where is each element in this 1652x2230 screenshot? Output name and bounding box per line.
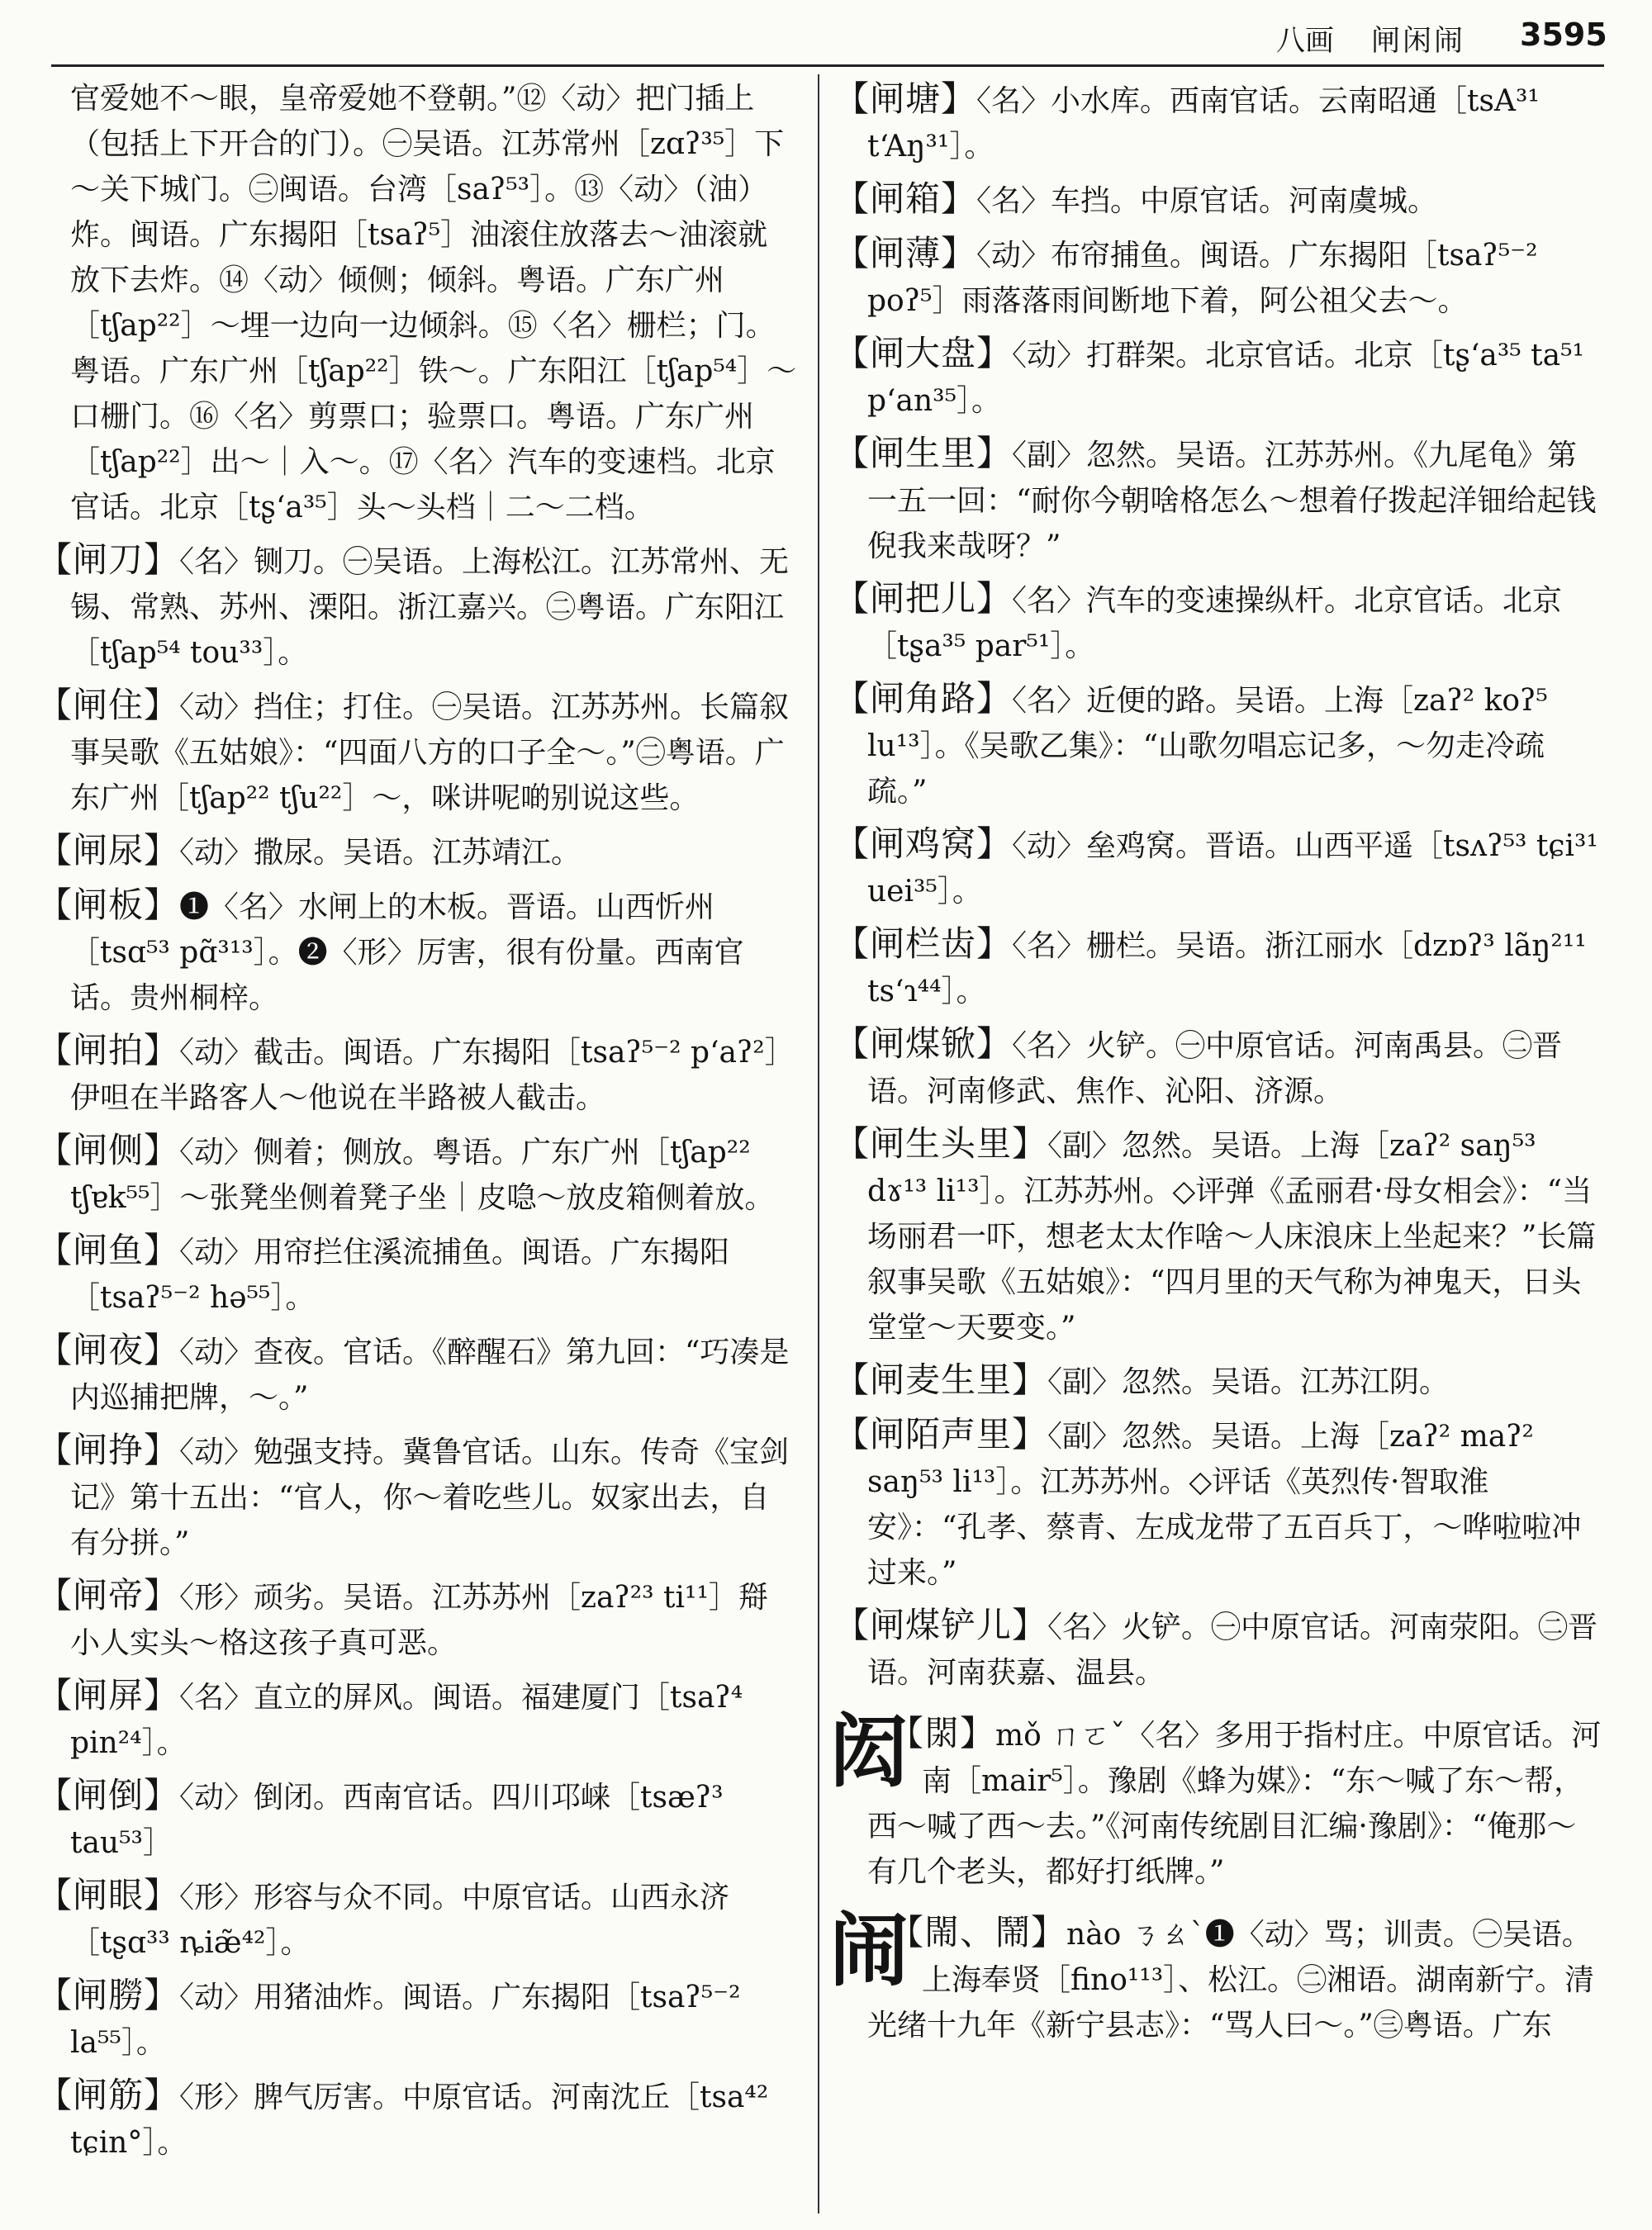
dictionary-entry [37, 1872, 797, 1966]
entry-definition: 〈名〉直立的屏风。闽语。福建厦门［tsaʔ⁴ pin²⁴］。 [70, 1681, 743, 1760]
entry-headword: 【闸鱼】 [37, 1230, 180, 1270]
dictionary-entry [37, 1127, 797, 1221]
left-column [37, 76, 797, 2172]
main-character: 闳 [829, 1706, 909, 1798]
entry-definition: mǒ ㄇㄛˇ〈名〉多用于指村庄。中原官话。河南［mair⁵］。豫剧《蜂为媒》：“东～喊了东～帮，西～喊了西～去。”《河南传统剧目汇编·豫剧》：“俺那～有几个老头，都好打纸牌。” [867, 1719, 1602, 1889]
dictionary-entry [834, 1357, 1602, 1405]
dictionary-entry [834, 1121, 1602, 1350]
dictionary-entry [37, 1427, 797, 1566]
entry-definition: 〈名〉铡刀。㊀吴语。上海松江。江苏常州、无锡、常熟、苏州、溧阳。浙江嘉兴。㊁粤语。广东阳江［tʃap⁵⁴ tou³³］。 [70, 545, 790, 670]
entry-definition: 〈动〉布帘捕鱼。闽语。广东揭阳［tsaʔ⁵⁻² poʔ⁵］雨落落雨间断地下着，阿公祖父去～。 [867, 239, 1538, 318]
dictionary-entry [37, 1327, 797, 1421]
entry-headword: 【闸陌声里】 [834, 1414, 1048, 1454]
header-rule [51, 64, 1604, 67]
entry-headword: 【闸薄】 [834, 233, 977, 273]
entry-headword: 【闸倒】 [37, 1775, 180, 1815]
dictionary-entry [834, 76, 1602, 169]
entry-headword: 【闸板】 [37, 885, 180, 925]
dictionary-entry [37, 1027, 797, 1121]
dictionary-entry [37, 1573, 797, 1666]
dictionary-entry [834, 1602, 1602, 1696]
entry-definition: 〈形〉顽劣。吴语。江苏苏州［zaʔ²³ ti¹¹］搿小人实头～格这孩子真可恶。 [70, 1581, 768, 1660]
entry-continuation: 官爱她不～眼，皇帝爱她不登朝。”⑫〈动〉把门插上（包括上下开合的门）。㊀吴语。江苏常州［zɑʔ³⁵］下～关下城门。㊁闽语。台湾［saʔ⁵³］。⑬〈动〉（油）炸。闽语。广东揭阳［tsaʔ⁵］油滚住放落去～油滚就放下去炸。⑭〈动〉倾侧；倾斜。粤语。广东广州［tʃap²²］～埋一边向一边倾斜。⑮〈名〉栅栏；门。粤语。广东广州［tʃap²²］铁～。广东阳江［tʃap⁵⁴］～口栅门。⑯〈名〉剪票口；验票口。粤语。广东广州［tʃap²²］出～｜入～。⑰〈名〉汽车的变速档。北京官话。北京［tʂ‘a³⁵］头～头档｜二～二档。 [70, 82, 797, 524]
entry-headword: 【闸煤锨】 [834, 1023, 1013, 1064]
entry-definition: 〈名〉小水库。西南官话。云南昭通［tsA³¹ t‘Aŋ³¹］。 [867, 84, 1540, 164]
entry-definition: 〈动〉撒尿。吴语。江苏靖江。 [179, 836, 582, 870]
right-column [829, 76, 1602, 2055]
entry-definition: 〈副〉忽然。吴语。江苏苏州。《九尾龟》第一五一回：“耐你今朝啥格怎么～想着仔拨起洋钿给起钱倪我来哉呀？” [867, 439, 1597, 563]
entry-headword: 【闸角路】 [834, 678, 1013, 719]
entry-definition: 〈动〉用帘拦住溪流捕鱼。闽语。广东揭阳［tsaʔ⁵⁻² hə⁵⁵］。 [70, 1236, 730, 1315]
entry-headword: 【闸刀】 [37, 539, 180, 580]
entry-definition: 〈动〉截击。闽语。广东揭阳［tsaʔ⁵⁻² p‘aʔ²］伊呾在半路客人～他说在半路被人截击。 [70, 1036, 795, 1115]
entry-definition: 〈动〉侧着；侧放。粤语。广东广州［tʃap²² tʃɐk⁵⁵］～张凳坐侧着凳子坐｜皮喼～放皮箱侧着放。 [70, 1136, 775, 1215]
entry-headword: 【闸箱】 [834, 178, 977, 219]
dictionary-entry [834, 330, 1602, 424]
entry-headword: 【閙、鬧】 [889, 1912, 1067, 1952]
entry-headword: 【闸筋】 [37, 2075, 180, 2115]
dictionary-entry [37, 537, 797, 676]
dictionary-entry [834, 921, 1602, 1014]
dictionary-entry [37, 1227, 797, 1321]
entry-headword: 【閖】 [889, 1713, 996, 1753]
entry-definition: 〈动〉垒鸡窝。晋语。山西平遥［tsʌʔ⁵³ tɕi³¹ uei³⁵］。 [867, 829, 1598, 909]
main-character: 闹 [829, 1905, 909, 1997]
entry-headword: 【闸挣】 [37, 1430, 180, 1470]
header-characters: 闸闲闹 [1371, 25, 1466, 58]
entry-headword: 【闸尿】 [37, 830, 180, 871]
dictionary-entry [37, 1772, 797, 1866]
entry-definition: 〈动〉用猪油炸。闽语。广东揭阳［tsaʔ⁵⁻² la⁵⁵］。 [70, 1981, 741, 2060]
entry-headword: 【闸拍】 [37, 1030, 180, 1070]
dictionary-entry [834, 176, 1602, 224]
entry-headword: 【闸帝】 [37, 1575, 180, 1616]
entry-headword: 【闸鸡窝】 [834, 823, 1013, 864]
entry-definition: 〈名〉火铲。㊀中原官话。河南荥阳。㊁晋语。河南获嘉、温县。 [867, 1611, 1598, 1690]
dictionary-entry [834, 1412, 1602, 1596]
dictionary-entry [37, 1972, 797, 2066]
entry-headword: 【闸住】 [37, 685, 180, 725]
entry-definition: 〈动〉打群架。北京官话。北京［tʂ‘a³⁵ ta⁵¹ p‘an³⁵］。 [867, 339, 1584, 418]
entry-definition: 〈名〉汽车的变速操纵杆。北京官话。北京［tʂa³⁵ par⁵¹］。 [867, 584, 1563, 663]
entry-headword: 【闸夜】 [37, 1330, 180, 1370]
dictionary-entry [834, 821, 1602, 914]
entry-definition: 〈名〉近便的路。吴语。上海［zaʔ² koʔ⁵ lu¹³］。《吴歌乙集》：“山歌勿唱忘记多，～勿走冷疏疏。” [867, 684, 1548, 809]
entry-headword: 【闸生里】 [834, 433, 1013, 473]
entry-definition: 〈名〉火铲。㊀中原官话。河南禹县。㊁晋语。河南修武、焦作、沁阳、济源。 [867, 1029, 1563, 1108]
entry-definition: 〈动〉倒闭。西南官话。四川邛崃［tsæʔ³ tau⁵³］ [70, 1781, 724, 1860]
entry-definition: 〈名〉栅栏。吴语。浙江丽水［dzɒʔ³ lãŋ²¹¹ ts‘ɿ⁴⁴］。 [867, 929, 1587, 1008]
entry-headword: 【闸塘】 [834, 78, 977, 119]
entry-headword: 【闸煤铲儿】 [834, 1605, 1048, 1645]
dictionary-entry [37, 682, 797, 821]
dictionary-entry [37, 1672, 797, 1766]
entry-definition: 〈形〉形容与众不同。中原官话。山西永济［tʂɑ³³ ȵiæ̃⁴²］。 [70, 1881, 730, 1960]
dictionary-entry [37, 882, 797, 1021]
entry-headword: 【闸侧】 [37, 1130, 180, 1170]
entry-definition: 〈动〉勉强支持。冀鲁官话。山东。传奇《宝剑记》第十五出：“官人，你～着吃些儿。奴家出去，自有分拼。” [70, 1435, 790, 1560]
page-header [0, 0, 1652, 74]
entry-definition: 〈副〉忽然。吴语。江苏江阴。 [1047, 1365, 1450, 1399]
entry-definition: nào ㄋㄠˋ❶〈动〉骂；训责。㊀吴语。上海奉贤［fino¹¹³］、松江。㊁湘语。湖南新宁。清光绪十九年《新宁县志》：“骂人曰～。”㊂粤语。广东 [867, 1918, 1595, 2043]
page-number: 3595 [1520, 17, 1607, 53]
entry-definition: 〈形〉脾气厉害。中原官话。河南沈丘［tsa⁴² tɕin°］。 [70, 2081, 769, 2160]
main-entry [829, 1905, 1602, 2048]
dictionary-entry [834, 230, 1602, 324]
entry-headword: 【闸把儿】 [834, 578, 1013, 619]
dictionary-entry [834, 1021, 1602, 1114]
entry-definition: 〈副〉忽然。吴语。上海［zaʔ² maʔ² saŋ⁵³ li¹³］。江苏苏州。◇评话《英烈传·智取淮安》：“孔孝、蔡青、左成龙带了五百兵丁，～哗啦啦冲过来。” [867, 1420, 1582, 1590]
entry-definition: 〈动〉查夜。官话。《醉醒石》第九回：“巧凑是内巡捕把牌，～。” [70, 1336, 790, 1415]
dictionary-entry [834, 676, 1602, 814]
entry-definition: 〈动〉挡住；打住。㊀吴语。江苏苏州。长篇叙事吴歌《五姑娘》：“四面八方的口子全～。”㊁粤语。广东广州［tʃap²² tʃu²²］～，咪讲呢啲别说这些。 [70, 690, 790, 815]
dictionary-entry [37, 828, 797, 875]
section-label: 八画 [1276, 25, 1335, 58]
entry-headword: 【闸栏齿】 [834, 923, 1013, 964]
main-entry [829, 1706, 1602, 1895]
entry-definition: 〈名〉车挡。中原官话。河南虞城。 [976, 184, 1438, 218]
entry-headword: 【闸朥】 [37, 1975, 180, 2015]
dictionary-entry [834, 430, 1602, 569]
dictionary-entry [834, 576, 1602, 669]
entry-definition: ❶〈名〉水闸上的木板。晋语。山西忻州［tsɑ⁵³ pɑ̃³¹³］。❷〈形〉厉害，很有份量。西南官话。贵州桐梓。 [70, 890, 744, 1015]
entry-definition: 〈副〉忽然。吴语。上海［zaʔ² saŋ⁵³ dɤ¹³ li¹³］。江苏苏州。◇评弹《孟丽君·母女相会》：“当场丽君一吓，想老太太作啥～人床浪床上坐起来？”长篇叙事吴歌《五姑娘》：“四月里的天气称为神鬼天，日头堂堂～天要变。” [867, 1129, 1597, 1345]
entry-headword: 【闸眼】 [37, 1875, 180, 1915]
entry-headword: 【闸大盘】 [834, 333, 1013, 373]
dictionary-entry [37, 2072, 797, 2166]
entry-headword: 【闸生头里】 [834, 1123, 1048, 1164]
entry-headword: 【闸麦生里】 [834, 1359, 1048, 1400]
column-divider [818, 74, 819, 2213]
entry-headword: 【闸屏】 [37, 1675, 180, 1715]
